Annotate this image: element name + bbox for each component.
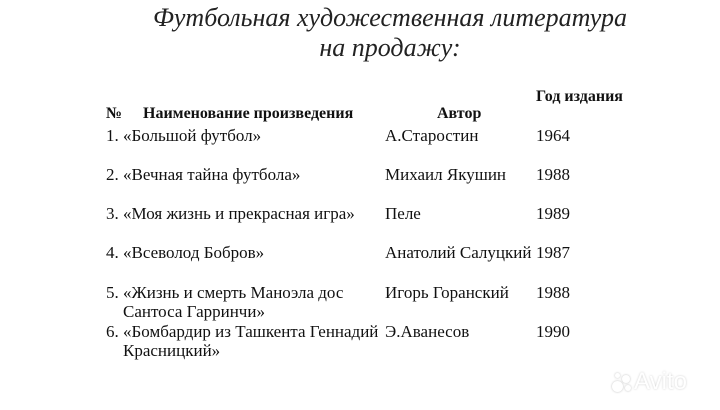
- row-year: 1990: [536, 322, 570, 341]
- row-author: Игорь Горанский: [385, 283, 509, 302]
- header-num: №: [106, 105, 123, 122]
- avito-wordmark: Avito: [634, 368, 687, 395]
- header-name: Наименование произведения: [143, 105, 354, 122]
- row-author: Михаил Якушин: [385, 165, 507, 184]
- row-year: 1964: [536, 126, 570, 145]
- page-subtitle: на продажу:: [319, 33, 461, 62]
- avito-logo-icon: [612, 373, 634, 393]
- row-name: «Моя жизнь и прекрасная игра»: [123, 204, 355, 223]
- row-num: 4.: [106, 243, 119, 262]
- header-year: Год издания: [536, 88, 623, 105]
- row-name-line2: Красницкий»: [123, 341, 221, 360]
- row-year: 1988: [536, 165, 570, 184]
- row-author: Пеле: [385, 204, 421, 223]
- row-name-line2: Сантоса Гарринчи»: [123, 302, 265, 321]
- row-year: 1987: [536, 243, 570, 262]
- page-title: Футбольная художественная литература: [152, 3, 628, 32]
- avito-watermark: [612, 368, 687, 396]
- row-num: 2.: [106, 165, 119, 184]
- header-author: Автор: [437, 105, 482, 122]
- row-name: «Большой футбол»: [123, 126, 262, 145]
- row-author: Э.Аванесов: [385, 322, 470, 341]
- row-author: А.Старостин: [385, 126, 479, 145]
- row-name-line1: «Бомбардир из Ташкента Геннадий: [123, 322, 379, 341]
- row-num: 3.: [106, 204, 119, 223]
- row-name: «Всеволод Бобров»: [123, 243, 265, 262]
- row-num: 6.: [106, 322, 119, 341]
- row-name: «Вечная тайна футбола»: [123, 165, 301, 184]
- row-year: 1988: [536, 283, 570, 302]
- row-year: 1989: [536, 204, 570, 223]
- row-author: Анатолий Салуцкий: [385, 243, 532, 262]
- row-name-line1: «Жизнь и смерть Маноэла дос: [123, 283, 344, 302]
- row-num: 5.: [106, 283, 119, 302]
- row-num: 1.: [106, 126, 119, 145]
